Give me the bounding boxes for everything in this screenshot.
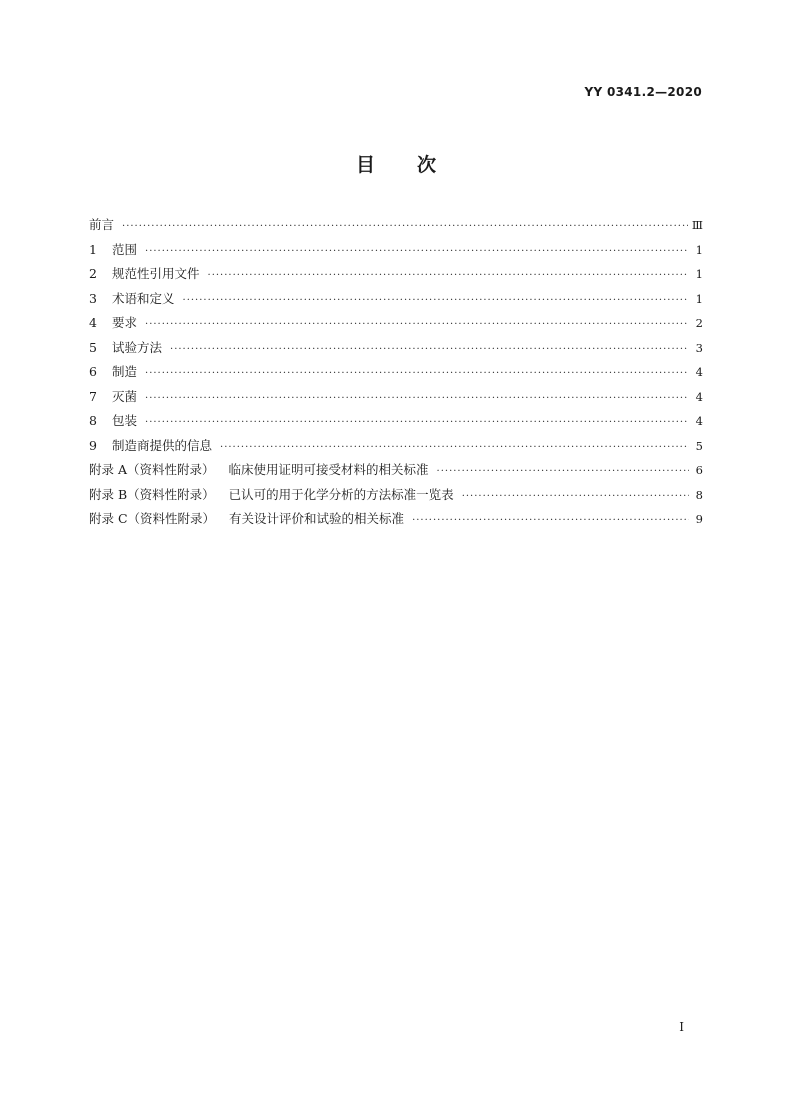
toc-leader-dots xyxy=(145,246,689,257)
document-number: YY 0341.2—2020 xyxy=(584,85,702,99)
toc-appendix-label xyxy=(89,509,404,527)
toc-entry-label: 范围 xyxy=(112,241,138,257)
toc-leader-dots xyxy=(170,344,689,355)
toc-entry-page: 1 xyxy=(695,242,703,257)
toc-leader-dots xyxy=(145,368,689,379)
toc-entry-2[interactable] xyxy=(89,264,703,289)
toc-entry-appendix-a[interactable] xyxy=(89,460,703,485)
toc-entry-number: 5 xyxy=(89,339,97,355)
toc-leader-dots xyxy=(183,295,689,306)
toc-entry-number: 8 xyxy=(89,413,97,428)
toc-entry-label: 制造 xyxy=(112,364,138,379)
toc-leader-dots xyxy=(437,466,689,477)
toc-entry-page: 5 xyxy=(695,438,703,453)
toc-entry-appendix-c[interactable] xyxy=(89,509,703,534)
toc-leader-dots xyxy=(412,515,689,526)
page-title-text: 目次 xyxy=(355,154,478,176)
toc-entry-label: 规范性引用文件 xyxy=(112,266,200,281)
toc-entry-3[interactable] xyxy=(89,289,703,314)
toc-appendix-title: 临床使用证明可接受材料的相关标准 xyxy=(228,462,429,477)
toc-entry-number: 4 xyxy=(89,315,97,330)
toc-entry-page: 1 xyxy=(695,291,703,306)
toc-entry-6[interactable] xyxy=(89,362,703,387)
toc-entry-page: 4 xyxy=(695,365,703,379)
toc-appendix-label xyxy=(89,485,454,503)
toc-appendix-label xyxy=(89,460,429,478)
toc-entry-page: 9 xyxy=(695,512,703,526)
toc-entry-number: 7 xyxy=(89,388,97,404)
toc-entry-label: 术语和定义 xyxy=(112,290,175,306)
toc-entry-number: 3 xyxy=(89,290,97,306)
toc-entry-foreword[interactable] xyxy=(89,215,703,240)
toc-entry-number: 1 xyxy=(89,241,97,257)
toc-entry-page: 6 xyxy=(695,463,703,477)
page-title xyxy=(0,150,792,177)
toc-entry-5[interactable] xyxy=(89,338,703,363)
toc-leader-dots xyxy=(145,393,689,404)
table-of-contents xyxy=(89,215,703,534)
toc-entry-label: 制造商提供的信息 xyxy=(112,437,213,453)
toc-entry-page: 4 xyxy=(695,389,703,404)
toc-appendix-title: 已认可的用于化学分析的方法标准一览表 xyxy=(228,486,454,502)
toc-entry-label: 灭菌 xyxy=(112,388,138,404)
toc-appendix-designation: 附录 C（资料性附录） xyxy=(89,511,216,526)
toc-leader-dots xyxy=(145,417,689,428)
toc-entry-page: 8 xyxy=(695,487,703,502)
toc-entry-page: 3 xyxy=(695,340,703,355)
toc-appendix-designation: 附录 A（资料性附录） xyxy=(89,462,215,477)
toc-entry-page: 4 xyxy=(695,414,703,428)
toc-entry-1[interactable] xyxy=(89,240,703,265)
toc-leader-dots xyxy=(145,319,689,330)
toc-entry-label: 要求 xyxy=(112,315,138,330)
toc-entry-page: 2 xyxy=(695,316,703,330)
toc-entry-number: 2 xyxy=(89,266,97,281)
toc-leader-dots xyxy=(220,442,689,453)
toc-entry-8[interactable] xyxy=(89,411,703,436)
toc-appendix-designation: 附录 B（资料性附录） xyxy=(89,486,215,502)
toc-entry-9[interactable] xyxy=(89,436,703,461)
toc-leader-dots xyxy=(122,221,688,232)
toc-entry-page: Ⅲ xyxy=(691,218,703,232)
toc-entry-page: 1 xyxy=(695,267,703,281)
toc-leader-dots xyxy=(462,491,689,502)
toc-entry-label: 包装 xyxy=(112,413,138,428)
toc-entry-number: 6 xyxy=(89,364,97,379)
toc-entry-4[interactable] xyxy=(89,313,703,338)
toc-entry-appendix-b[interactable] xyxy=(89,485,703,510)
toc-leader-dots xyxy=(208,270,689,281)
toc-entry-number: 9 xyxy=(89,437,97,453)
page-number: I xyxy=(679,1020,684,1034)
toc-appendix-title: 有关设计评价和试验的相关标准 xyxy=(229,511,405,526)
toc-entry-label: 前言 xyxy=(89,217,115,232)
toc-entry-7[interactable] xyxy=(89,387,703,412)
toc-entry-label: 试验方法 xyxy=(112,339,163,355)
